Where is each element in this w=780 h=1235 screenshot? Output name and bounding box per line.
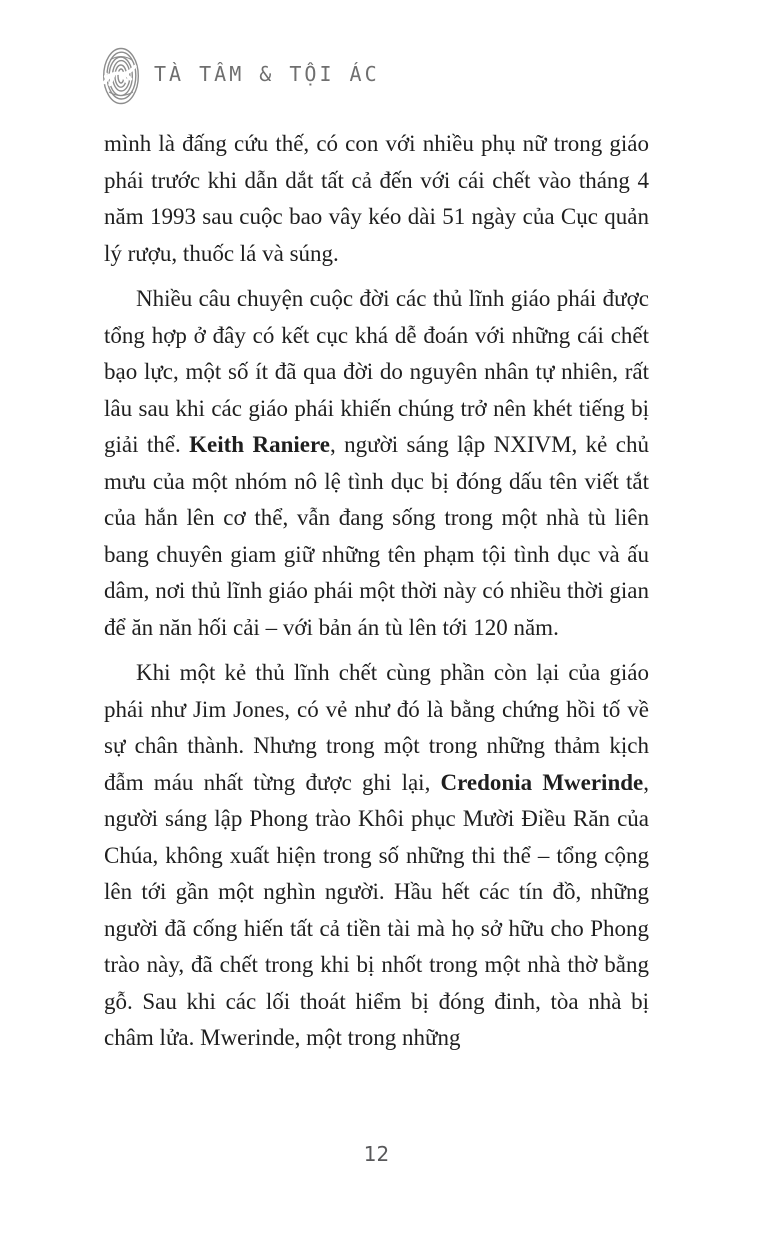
text-segment: mình là đấng cứu thế, có con với nhiều phụ nữ trong giáo phái trước khi dẫn dắt tất cả đến với cái chết vào tháng 4 năm 1993 sau cuộc bao vây kéo dài 51 ngày của Cục quản lý rượu, thuốc lá và súng. (104, 131, 649, 266)
book-title: TÀ TÂM & TỘI ÁC (154, 62, 380, 86)
text-segment: , người sáng lập Phong trào Khôi phục Mười Điều Răn của Chúa, không xuất hiện trong số những thi thể – tổng cộng lên tới gần một nghìn người. Hầu hết các tín đồ, những người đã cống hiến tất cả tiền tài mà họ sở hữu cho Phong trào này, đã chết trong khi bị nhốt trong một nhà thờ bằng gỗ. Sau khi các lối thoát hiểm bị đóng đinh, tòa nhà bị châm lửa. Mwerinde, một trong những (104, 769, 649, 1050)
page-number: 12 (363, 1142, 390, 1166)
person-name-bold: Keith Raniere (189, 432, 330, 457)
text-segment: , người sáng lập NXIVM, kẻ chủ mưu của một nhóm nô lệ tình dục bị đóng dấu tên viết tắt của hắn lên cơ thể, vẫn đang sống trong một nhà tù liên bang chuyên giam giữ những tên phạm tội tình dục và ấu dâm, nơi thủ lĩnh giáo phái một thời này có nhiều thời gian để ăn năn hối cải – với bản án tù lên tới 120 năm. (104, 432, 649, 640)
text-segment: Nhiều câu chuyện cuộc đời các thủ lĩnh giáo phái được tổng hợp ở đây có kết cục khá dễ đoán với những cái chết bạo lực, một số ít đã qua đời do nguyên nhân tự nhiên, rất lâu sau khi các giáo phái khiến chúng trở nên khét tiếng bị giải thể. (104, 286, 649, 457)
paragraph (104, 281, 649, 646)
paragraph (104, 126, 649, 272)
person-name-bold: Credonia Mwerinde (440, 769, 644, 795)
text-segment: Khi một kẻ thủ lĩnh chết cùng phần còn lại của giáo phái như Jim Jones, có vẻ như đó là bằng chứng hồi tố về sự chân thành. Nhưng trong một trong những thảm kịch đẫm máu nhất từng được ghi lại, (104, 660, 649, 795)
text-column (104, 126, 649, 1066)
running-header (102, 46, 380, 106)
fingerprint-animal-icon (102, 46, 140, 106)
paragraph (104, 655, 649, 1057)
